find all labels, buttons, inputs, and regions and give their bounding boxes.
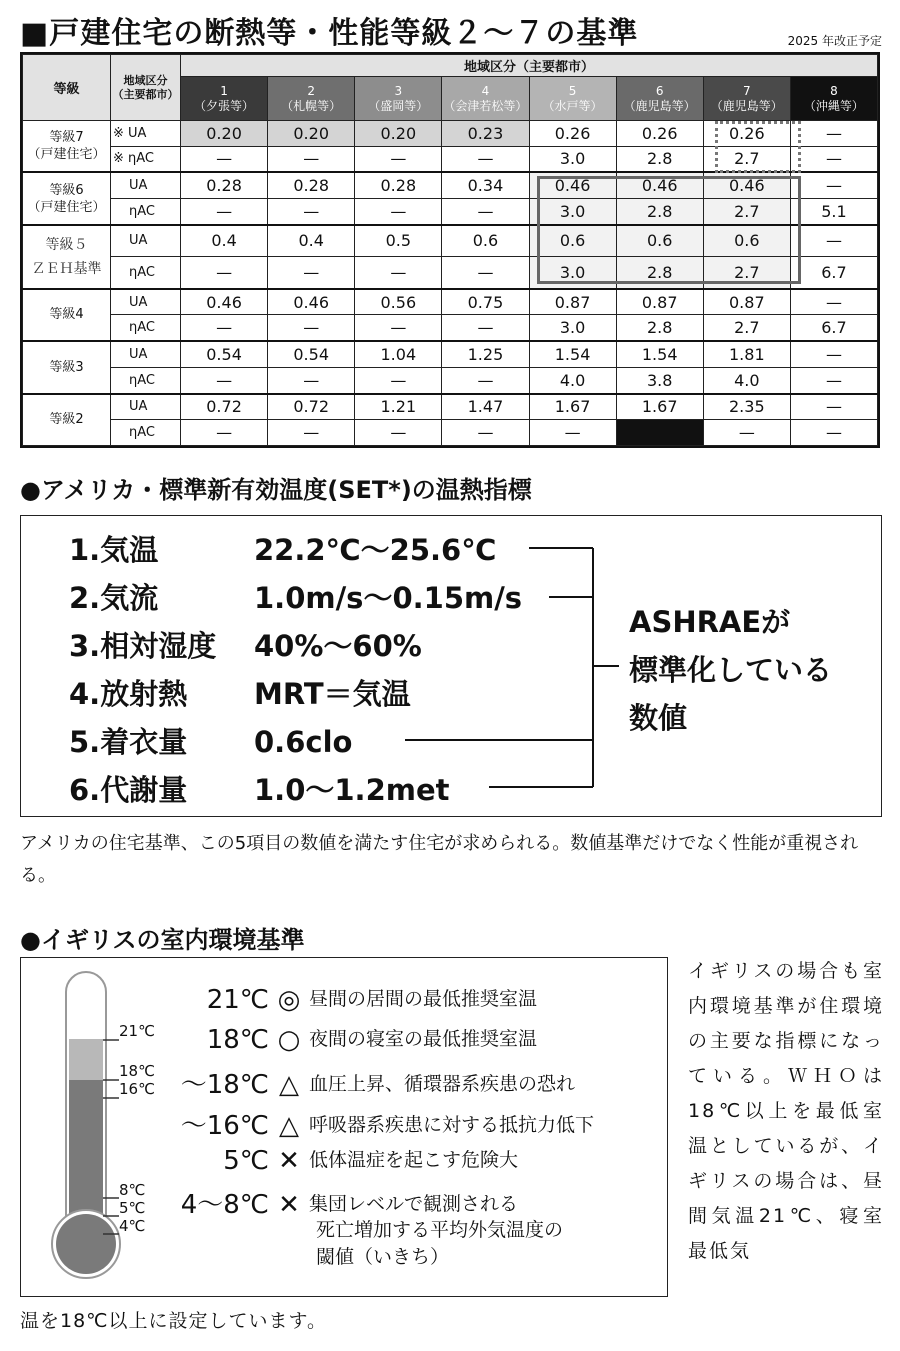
set-item-key: 5.着衣量 xyxy=(69,725,188,759)
value-cell: 0.46 xyxy=(703,172,790,198)
metric-label: ※ UA xyxy=(111,121,181,147)
value-cell: 0.72 xyxy=(268,394,355,420)
metric-label: UA xyxy=(111,394,181,420)
value-cell: 1.67 xyxy=(616,394,703,420)
uk-temp: 4～8℃ xyxy=(180,1190,269,1220)
uk-desc: 集団レベルで観測される xyxy=(309,1193,519,1215)
value-cell: — xyxy=(181,257,268,289)
value-cell: 0.46 xyxy=(529,172,616,198)
set-item-key: 4.放射熱 xyxy=(69,677,188,711)
grade-table xyxy=(20,52,880,448)
table-row xyxy=(23,367,878,393)
ashrae-line: ASHRAEが xyxy=(629,605,791,639)
value-cell: 0.26 xyxy=(529,121,616,147)
value-cell: 0.23 xyxy=(442,121,529,147)
uk-desc: 夜間の寝室の最低推奨室温 xyxy=(309,1028,538,1050)
value-cell: 3.0 xyxy=(529,257,616,289)
zone-header-2 xyxy=(268,77,355,121)
grade-name: 等級6 xyxy=(49,182,84,198)
value-cell: 1.67 xyxy=(529,394,616,420)
zone-header-3 xyxy=(355,77,442,121)
value-cell: — xyxy=(442,367,529,393)
value-cell: 0.4 xyxy=(181,225,268,257)
zone-header-7 xyxy=(703,77,790,121)
metric-label: UA xyxy=(111,172,181,198)
value-cell: 2.8 xyxy=(616,257,703,289)
value-cell: — xyxy=(790,289,877,315)
value-cell: 0.20 xyxy=(355,121,442,147)
grade-name-cell xyxy=(23,341,111,393)
zone-city: （水戸等） xyxy=(542,98,603,113)
value-cell: 0.46 xyxy=(616,172,703,198)
value-cell: 0.28 xyxy=(181,172,268,198)
tick-21: 21℃ xyxy=(119,1022,155,1040)
uk-standard-box xyxy=(20,957,668,1297)
uk-criterion-row xyxy=(171,1145,518,1176)
value-cell: — xyxy=(790,146,877,172)
table-row xyxy=(23,289,878,315)
table-row xyxy=(23,146,878,172)
uk-criterion-row xyxy=(171,1064,575,1101)
zone-city: （盛岡等） xyxy=(368,98,429,113)
value-cell: 1.21 xyxy=(355,394,442,420)
value-cell: 1.25 xyxy=(442,341,529,367)
zone-header-5 xyxy=(529,77,616,121)
metric-label: ηAC xyxy=(111,315,181,341)
tick-8: 8℃ xyxy=(119,1181,146,1199)
table-row xyxy=(23,121,878,147)
region-header xyxy=(111,55,181,121)
set-item-key: 1.気温 xyxy=(69,533,159,567)
value-cell: — xyxy=(355,146,442,172)
value-cell: 0.75 xyxy=(442,289,529,315)
value-cell: — xyxy=(268,199,355,225)
value-cell: — xyxy=(442,420,529,446)
value-cell: 1.54 xyxy=(616,341,703,367)
set-item-key: 2.気流 xyxy=(69,581,159,615)
value-cell: 0.6 xyxy=(703,225,790,257)
value-cell: — xyxy=(181,367,268,393)
zone-city: （鹿児島等） xyxy=(710,98,783,113)
value-cell: 2.7 xyxy=(703,315,790,341)
value-cell: 0.87 xyxy=(703,289,790,315)
value-cell: 0.20 xyxy=(268,121,355,147)
value-cell: 3.0 xyxy=(529,315,616,341)
value-cell: 0.46 xyxy=(181,289,268,315)
value-cell: 0.56 xyxy=(355,289,442,315)
value-cell: — xyxy=(355,315,442,341)
value-cell: 0.54 xyxy=(181,341,268,367)
set-section-title: ●アメリカ・標準新有効温度(SET*)の温熱指標 xyxy=(20,476,532,504)
grade-name-cell xyxy=(23,225,111,289)
metric-label: ηAC xyxy=(111,257,181,289)
value-cell: 6.7 xyxy=(790,257,877,289)
set-item-value: 0.6clo xyxy=(254,725,353,759)
set-item-value: 22.2℃～25.6℃ xyxy=(254,533,497,567)
revision-note: 2025 年改正予定 xyxy=(787,34,882,48)
grade-name: 等級５ xyxy=(45,236,88,253)
value-cell: 0.26 xyxy=(616,121,703,147)
value-cell: 1.81 xyxy=(703,341,790,367)
value-cell: 1.54 xyxy=(529,341,616,367)
value-cell: 0.20 xyxy=(181,121,268,147)
set-item-value: 1.0m/s～0.15m/s xyxy=(254,581,523,615)
value-cell: 0.87 xyxy=(529,289,616,315)
zone-header-4 xyxy=(442,77,529,121)
grade-name: 等級2 xyxy=(49,412,84,428)
value-cell: — xyxy=(790,367,877,393)
value-cell: — xyxy=(790,341,877,367)
region-group-label: 地域区分（主要都市） xyxy=(181,55,878,77)
zone-header-8 xyxy=(790,77,877,121)
value-cell: 3.0 xyxy=(529,146,616,172)
uk-desc: 呼吸器系疾患に対する抵抗力低下 xyxy=(309,1114,595,1136)
uk-temp: 18℃ xyxy=(206,1025,269,1055)
metric-label: ηAC xyxy=(111,420,181,446)
set-item-key: 3.相対湿度 xyxy=(69,629,217,663)
value-cell: — xyxy=(790,121,877,147)
zone-city: （夕張等） xyxy=(194,98,255,113)
value-cell: 0.87 xyxy=(616,289,703,315)
value-cell: 6.7 xyxy=(790,315,877,341)
uk-symbol-icon: ✕ xyxy=(278,1146,300,1176)
value-cell: 2.8 xyxy=(616,199,703,225)
value-cell: — xyxy=(790,225,877,257)
metric-label: ※ ηAC xyxy=(111,146,181,172)
uk-temp: ～16℃ xyxy=(180,1111,269,1141)
uk-extra-line: 死亡増加する平均外気温度の xyxy=(316,1219,564,1241)
value-cell: 0.26 xyxy=(703,121,790,147)
value-cell: — xyxy=(529,420,616,446)
value-cell: — xyxy=(181,199,268,225)
zone-header-1 xyxy=(181,77,268,121)
tick-5: 5℃ xyxy=(119,1199,146,1217)
zone-number: 1 xyxy=(220,83,228,98)
value-cell: — xyxy=(268,367,355,393)
grade-name-cell xyxy=(23,394,111,446)
table-row xyxy=(23,315,878,341)
zone-number: 3 xyxy=(394,83,403,98)
value-cell: 0.6 xyxy=(616,225,703,257)
ashrae-note xyxy=(629,598,832,742)
value-cell: 0.4 xyxy=(268,225,355,257)
value-cell: — xyxy=(181,315,268,341)
value-cell: 3.8 xyxy=(616,367,703,393)
table-row xyxy=(23,225,878,257)
uk-desc: 血圧上昇、循環器系疾患の恐れ xyxy=(309,1073,576,1095)
value-cell: 2.35 xyxy=(703,394,790,420)
value-cell: 2.7 xyxy=(703,257,790,289)
grade-name-cell xyxy=(23,289,111,341)
uk-symbol-icon: △ xyxy=(279,1111,299,1141)
value-cell: 4.0 xyxy=(703,367,790,393)
thermometer-icon xyxy=(21,958,181,1298)
value-cell: — xyxy=(355,199,442,225)
table-row xyxy=(23,199,878,225)
grade-table-grid xyxy=(22,54,878,446)
uk-desc: 低体温症を起こす危険大 xyxy=(309,1149,519,1171)
value-cell: — xyxy=(442,257,529,289)
grade-name: 等級7 xyxy=(49,130,84,146)
value-cell: — xyxy=(790,394,877,420)
value-cell: — xyxy=(268,257,355,289)
value-cell: — xyxy=(355,367,442,393)
value-cell: 2.8 xyxy=(616,146,703,172)
value-cell: — xyxy=(442,315,529,341)
set-item-value: MRT＝気温 xyxy=(254,677,411,711)
tick-4: 4℃ xyxy=(119,1217,146,1235)
value-cell: — xyxy=(181,146,268,172)
zone-number: 7 xyxy=(742,83,751,98)
value-cell: 0.28 xyxy=(355,172,442,198)
value-cell: 2.7 xyxy=(703,146,790,172)
value-cell: — xyxy=(355,257,442,289)
value-cell: — xyxy=(442,199,529,225)
value-cell: 4.0 xyxy=(529,367,616,393)
grade-sub: （戸建住宅） xyxy=(27,199,106,215)
uk-section-title: ●イギリスの室内環境基準 xyxy=(20,926,305,954)
uk-criterion-row xyxy=(171,984,537,1015)
zone-number: 2 xyxy=(307,83,315,98)
value-cell: 0.54 xyxy=(268,341,355,367)
table-row xyxy=(23,420,878,446)
zone-city: （会津若松等） xyxy=(443,98,528,113)
metric-label: UA xyxy=(111,225,181,257)
value-cell: — xyxy=(268,146,355,172)
uk-symbol-icon: ○ xyxy=(277,1025,301,1055)
value-cell: 5.1 xyxy=(790,199,877,225)
uk-criterion-row xyxy=(171,1024,537,1055)
uk-temp: 5℃ xyxy=(223,1146,269,1176)
uk-last-line: 温を18℃以上に設定しています。 xyxy=(20,1310,327,1332)
value-cell: — xyxy=(442,146,529,172)
table-row xyxy=(23,257,878,289)
set-item-value: 1.0～1.2met xyxy=(254,773,450,807)
value-cell: 0.34 xyxy=(442,172,529,198)
set-item-key: 6.代謝量 xyxy=(69,773,188,807)
zone-number: 6 xyxy=(655,83,664,98)
zone-city: （鹿児島等） xyxy=(623,98,696,113)
value-cell: — xyxy=(703,420,790,446)
uk-symbol-icon: ◎ xyxy=(277,985,301,1015)
value-cell: 2.8 xyxy=(616,315,703,341)
uk-criterion-row xyxy=(171,1105,594,1142)
value-cell: — xyxy=(268,420,355,446)
zone-city: （沖縄等） xyxy=(803,98,864,113)
metric-label: UA xyxy=(111,289,181,315)
set-indicator-box xyxy=(20,515,882,817)
zone-city: （札幌等） xyxy=(281,98,342,113)
value-cell: 0.28 xyxy=(268,172,355,198)
region-header-line: （主要都市） xyxy=(112,87,179,101)
tick-18: 18℃ xyxy=(119,1062,155,1080)
grade-name-cell xyxy=(23,121,111,173)
metric-label: UA xyxy=(111,341,181,367)
uk-symbol-icon: ✕ xyxy=(278,1190,300,1220)
table-row xyxy=(23,341,878,367)
grade-sub: ＺＥＨ基準 xyxy=(31,260,102,277)
zone-number: 5 xyxy=(568,83,577,98)
ashrae-line: 標準化している xyxy=(629,653,833,687)
metric-label: ηAC xyxy=(111,367,181,393)
uk-extra-line: 閾値（いきち） xyxy=(316,1246,450,1268)
uk-symbol-icon: △ xyxy=(279,1070,299,1100)
value-cell: 3.0 xyxy=(529,199,616,225)
value-cell: 2.7 xyxy=(703,199,790,225)
value-cell: — xyxy=(268,315,355,341)
grade-name: 等級4 xyxy=(49,307,84,323)
value-cell xyxy=(616,420,703,446)
value-cell: 0.5 xyxy=(355,225,442,257)
uk-side-text: イギリスの場合も室内環境基準が住環境の主要な指標になっている。ＷＨＯは18℃以上を最低室温としているが、イギリスの場合は、昼間気温21℃、寝室最低気 xyxy=(688,960,884,1262)
ashrae-line: 数値 xyxy=(629,701,688,735)
metric-label: ηAC xyxy=(111,199,181,225)
set-item-value: 40%～60% xyxy=(254,629,422,663)
uk-temp: 21℃ xyxy=(206,985,269,1015)
set-description: アメリカの住宅基準、この5項目の数値を満たす住宅が求められる。数値基準だけでなく性能が重視される。 xyxy=(20,833,859,886)
region-header-line: 地域区分 xyxy=(123,73,168,87)
value-cell: — xyxy=(355,420,442,446)
value-cell: 1.47 xyxy=(442,394,529,420)
uk-desc: 昼間の居間の最低推奨室温 xyxy=(309,988,538,1010)
zone-number: 8 xyxy=(830,83,838,98)
value-cell: 0.6 xyxy=(529,225,616,257)
value-cell: 0.72 xyxy=(181,394,268,420)
value-cell: — xyxy=(790,172,877,198)
grade-header: 等級 xyxy=(23,55,111,121)
value-cell: 1.04 xyxy=(355,341,442,367)
grade-name-cell xyxy=(23,172,111,224)
value-cell: — xyxy=(790,420,877,446)
grade-sub: （戸建住宅） xyxy=(27,147,106,163)
value-cell: 0.6 xyxy=(442,225,529,257)
table-row xyxy=(23,394,878,420)
value-cell: — xyxy=(181,420,268,446)
tick-16: 16℃ xyxy=(119,1080,155,1098)
uk-temp: ～18℃ xyxy=(180,1070,269,1100)
zone-header-6 xyxy=(616,77,703,121)
table-row xyxy=(23,172,878,198)
page-title: ■戸建住宅の断熱等・性能等級２～７の基準 xyxy=(20,16,639,51)
grade-name: 等級3 xyxy=(49,359,84,375)
zone-number: 4 xyxy=(481,83,490,98)
value-cell: 0.46 xyxy=(268,289,355,315)
